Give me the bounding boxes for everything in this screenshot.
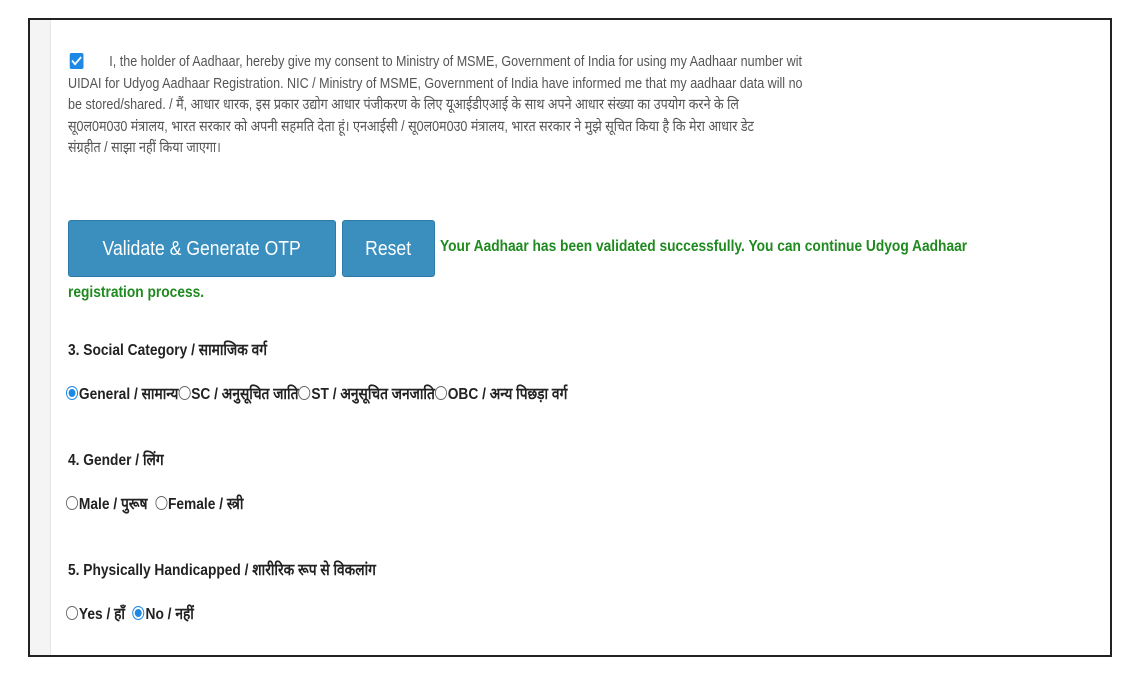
social-category-options — [66, 382, 567, 404]
option-obc[interactable] — [435, 382, 567, 404]
consent-block — [68, 52, 1109, 160]
option-general-label: General / सामान्य — [78, 386, 179, 403]
validation-success-message-cont: registration process. — [68, 284, 205, 301]
validate-button-label: Validate & Generate OTP — [102, 238, 302, 260]
option-no-label: No / नहीं — [145, 606, 194, 623]
option-st[interactable] — [298, 382, 434, 404]
consent-line-3: be stored/shared. / मैं, आधार धारक, इस प्रकार उद्योग आधार पंजीकरण के लिए यूआईडीएआई के साथ अपने आधार संख्या का उपयोग करने के लि — [68, 97, 739, 113]
reset-button-label: Reset — [365, 238, 412, 260]
form-content — [68, 20, 1110, 655]
radio-obc[interactable] — [435, 386, 447, 400]
consent-line-4: सू0ल0म0उ0 मंत्रालय, भारत सरकार को अपनी सहमति देता हूं। एनआईसी / सू0ल0म0उ0 मंत्रालय, भारत सरकार ने मुझे सूचित किया है कि मेरा आधार डेट — [68, 118, 754, 135]
consent-line-2: UIDAI for Udyog Aadhaar Registration. NIC / Ministry of MSME, Government of India have informed me that my aadhaar data will no — [68, 75, 803, 92]
option-yes[interactable] — [66, 602, 125, 624]
option-female[interactable] — [155, 492, 243, 514]
radio-general[interactable] — [66, 386, 78, 400]
handicapped-options — [66, 602, 194, 624]
option-male[interactable] — [66, 492, 147, 514]
gender-label: 4. Gender / लिंग — [68, 452, 164, 469]
option-sc-label: SC / अनुसूचित जाति — [191, 386, 299, 403]
option-female-label: Female / स्त्री — [167, 496, 244, 513]
radio-male[interactable] — [66, 496, 78, 510]
option-no[interactable] — [133, 602, 194, 624]
gender-options — [66, 492, 243, 514]
option-st-label: ST / अनुसूचित जनजाति — [311, 386, 435, 403]
radio-st[interactable] — [298, 386, 310, 400]
validation-success-message: Your Aadhaar has been validated successfully. You can continue Udyog Aadhaar — [440, 238, 968, 255]
social-category-label: 3. Social Category / सामाजिक वर्ग — [68, 342, 267, 359]
option-general[interactable] — [66, 382, 178, 404]
validate-generate-otp-button[interactable] — [68, 220, 336, 277]
handicapped-label: 5. Physically Handicapped / शारीरिक रूप से विकलांग — [68, 562, 376, 579]
radio-female[interactable] — [155, 496, 167, 510]
option-obc-label: OBC / अन्य पिछड़ा वर्ग — [447, 386, 568, 403]
radio-sc[interactable] — [178, 386, 190, 400]
consent-checkbox[interactable] — [70, 53, 84, 69]
reset-button[interactable] — [342, 220, 435, 277]
option-yes-label: Yes / हाँ — [78, 606, 125, 623]
form-panel — [28, 18, 1112, 657]
option-sc[interactable] — [178, 382, 298, 404]
radio-yes[interactable] — [66, 606, 78, 620]
option-male-label: Male / पुरूष — [78, 496, 148, 513]
left-gutter — [30, 20, 51, 655]
consent-line-1: I, the holder of Aadhaar, hereby give my consent to Ministry of MSME, Government of India for using my Aadhaar number wit — [109, 54, 802, 70]
consent-line-5: संग्रहीत / साझा नहीं किया जाएगा। — [68, 140, 221, 156]
radio-no[interactable] — [133, 606, 145, 620]
